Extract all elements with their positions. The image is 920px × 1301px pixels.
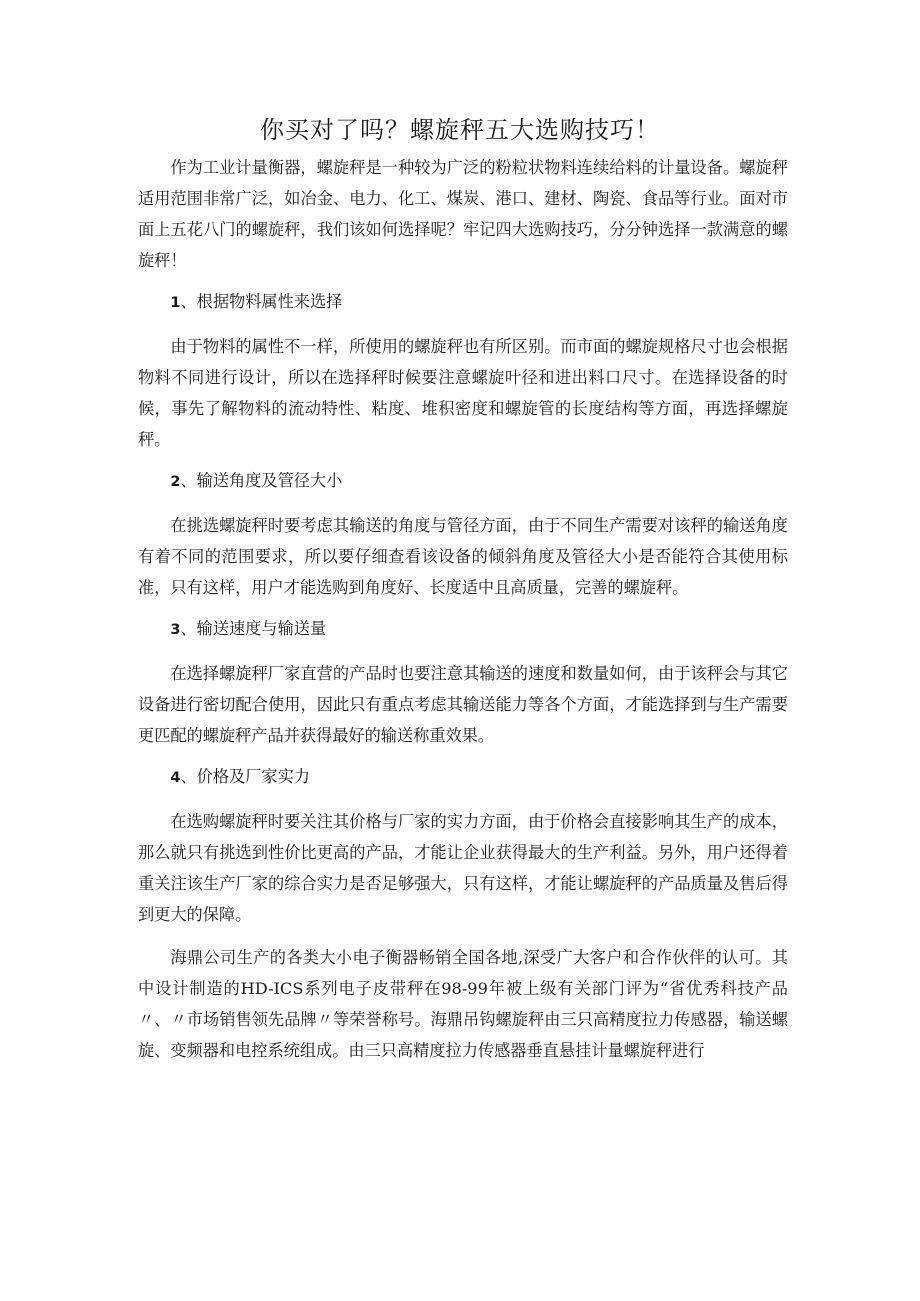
section-number: 1 [170,295,181,311]
section-heading-text: 、输送速度与输送量 [180,619,327,638]
document-title: 你买对了吗？螺旋秤五大选购技巧！ [260,116,660,144]
section-heading-text: 、价格及厂家实力 [180,767,310,786]
section-number: 3 [170,622,181,638]
section-heading-1 [138,286,788,319]
section-heading-2 [138,465,788,498]
intro-paragraph: 作为工业计量衡器，螺旋秤是一种较为广泛的粉粒状物料连续给料的计量设备。螺旋秤适用范围非常广泛，如冶金、电力、化工、煤炭、港口、建材、陶瓷、食品等行业。面对市面上五花八门的螺旋秤，我们该如何选择呢？牢记四大选购技巧，分分钟选择一款满意的螺旋秤！ [138,158,788,270]
section-number: 4 [170,770,181,786]
closing-paragraph: 海鼎公司生产的各类大小电子衡器畅销全国各地,深受广大客户和合作伙伴的认可。其中设计制造的HD-ICS系列电子皮带秤在98-99年被上级有关部门评为“省优秀科技产品〃、〃市场销售领先品牌〃等荣誉称号。海鼎吊钩螺旋秤由三只高精度拉力传感器，输送螺旋、变频器和电控系统组成。由三只高精度拉力传感器垂直悬挂计量螺旋秤进行 [138,948,788,1060]
section-paragraph-3: 在选择螺旋秤厂家直营的产品时也要注意其输送的速度和数量如何，由于该秤会与其它设备进行密切配合使用，因此只有重点考虑其输送能力等各个方面，才能选择到与生产需要更匹配的螺旋秤产品并获得最好的输送称重效果。 [138,664,788,745]
section-paragraph-2: 在挑选螺旋秤时要考虑其输送的角度与管径方面，由于不同生产需要对该秤的输送角度有着不同的范围要求，所以要仔细查看该设备的倾斜角度及管径大小是否能符合其使用标准，只有这样，用户才能选购到角度好、长度适中且高质量，完善的螺旋秤。 [138,516,788,597]
section-paragraph-1: 由于物料的属性不一样，所使用的螺旋秤也有所区别。而市面的螺旋规格尺寸也会根据物料不同进行设计，所以在选择秤时候要注意螺旋叶径和进出料口尺寸。在选择设备的时候，事先了解物料的流动特性、粘度、堆积密度和螺旋管的长度结构等方面，再选择螺旋秤。 [138,337,788,449]
section-number: 2 [170,474,181,490]
document-body [138,152,788,1066]
section-heading-4 [138,761,788,794]
section-heading-3 [138,613,788,646]
section-heading-text: 、根据物料属性来选择 [180,292,343,311]
section-paragraph-4: 在选购螺旋秤时要关注其价格与厂家的实力方面，由于价格会直接影响其生产的成本，那么就只有挑选到性价比更高的产品，才能让企业获得最大的生产利益。另外，用户还得着重关注该生产厂家的综合实力是否足够强大，只有这样，才能让螺旋秤的产品质量及售后得到更大的保障。 [138,812,788,924]
section-heading-text: 、输送角度及管径大小 [180,471,343,490]
